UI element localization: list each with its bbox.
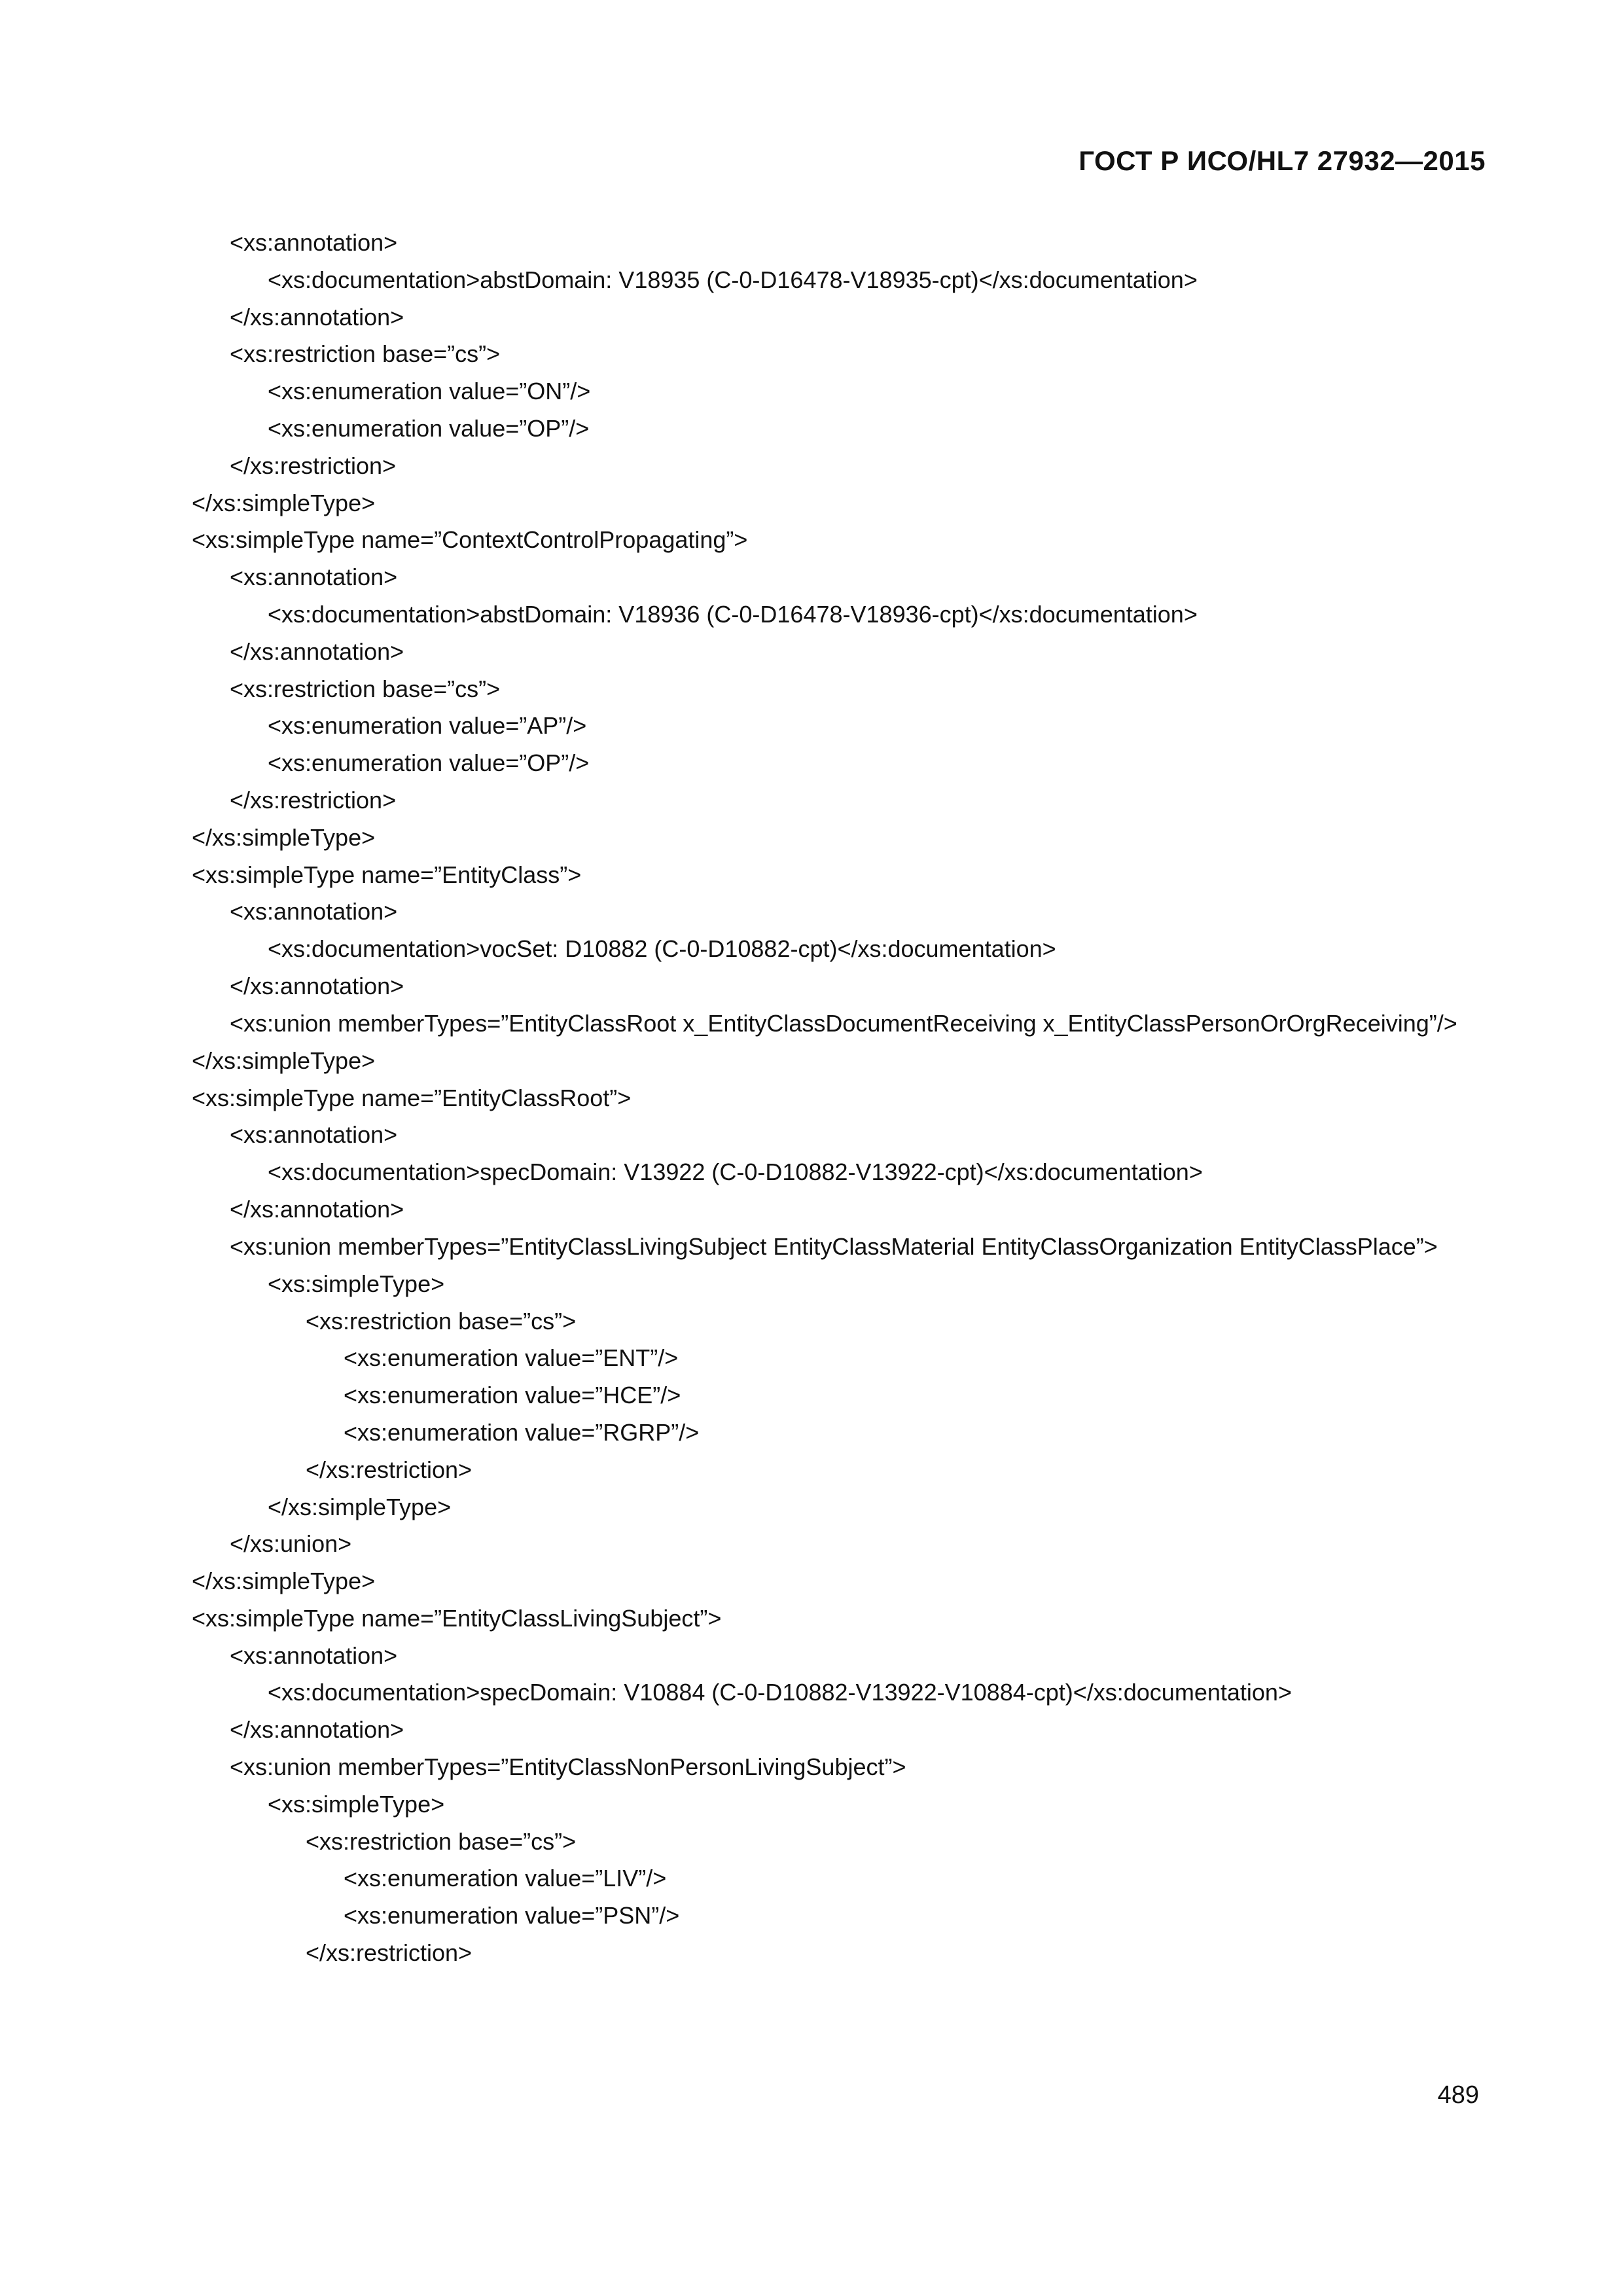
code-line: <xs:documentation>specDomain: V13922 (C-0-D10882-V13922-cpt)</xs:documentation> [268, 1158, 1203, 1186]
code-line: <xs:documentation>specDomain: V10884 (C-0-D10882-V13922-V10884-cpt)</xs:documentation> [268, 1679, 1292, 1706]
code-line: <xs:restriction base=”cs”> [306, 1307, 577, 1335]
code-line: </xs:restriction> [230, 452, 397, 479]
code-line: <xs:enumeration value=”ENT”/> [344, 1344, 679, 1372]
code-line: <xs:annotation> [230, 1121, 398, 1149]
code-line: <xs:documentation>abstDomain: V18936 (C-0-D16478-V18936-cpt)</xs:documentation> [268, 600, 1198, 628]
code-line: </xs:restriction> [230, 786, 397, 814]
code-line: <xs:documentation>abstDomain: V18935 (C-0-D16478-V18935-cpt)</xs:documentation> [268, 266, 1198, 293]
code-line: </xs:restriction> [306, 1939, 473, 1967]
code-line: </xs:simpleType> [192, 1568, 376, 1595]
code-line: </xs:restriction> [306, 1456, 473, 1483]
page-number: 489 [1437, 2081, 1479, 2109]
code-line: <xs:simpleType name=”EntityClass”> [192, 861, 582, 888]
code-line: <xs:simpleType name=”ContextControlPropagating”> [192, 526, 748, 554]
code-line: <xs:union memberTypes=”EntityClassRoot x_EntityClassDocumentReceiving x_EntityClassPersonOrOrgReceiving”/> [230, 1009, 1457, 1037]
code-line: <xs:simpleType> [268, 1270, 445, 1297]
code-line: </xs:annotation> [230, 303, 404, 331]
code-line: <xs:simpleType> [268, 1790, 445, 1818]
code-line: <xs:enumeration value=”OP”/> [268, 749, 590, 777]
code-line: </xs:annotation> [230, 1195, 404, 1223]
code-line: <xs:union memberTypes=”EntityClassLivingSubject EntityClassMaterial EntityClassOrganization EntityClassPlace”> [230, 1232, 1438, 1260]
code-line: <xs:annotation> [230, 1641, 398, 1669]
code-line: <xs:restriction base=”cs”> [230, 340, 501, 368]
code-line: <xs:union memberTypes=”EntityClassNonPersonLivingSubject”> [230, 1753, 906, 1781]
code-line: <xs:enumeration value=”PSN”/> [344, 1902, 680, 1929]
code-line: <xs:documentation>vocSet: D10882 (C-0-D10882-cpt)</xs:documentation> [268, 935, 1056, 963]
xml-schema-listing [154, 224, 1469, 1972]
code-line: <xs:enumeration value=”ON”/> [268, 378, 591, 405]
code-line: <xs:enumeration value=”OP”/> [268, 414, 590, 442]
code-line: </xs:simpleType> [192, 1047, 376, 1074]
code-line: </xs:union> [230, 1530, 352, 1558]
code-line: <xs:annotation> [230, 898, 398, 925]
code-line: <xs:enumeration value=”LIV”/> [344, 1865, 667, 1892]
code-line: </xs:simpleType> [192, 489, 376, 516]
code-line: <xs:enumeration value=”AP”/> [268, 712, 587, 740]
code-line: <xs:simpleType name=”EntityClassLivingSubject”> [192, 1604, 722, 1632]
code-line: <xs:annotation> [230, 229, 398, 256]
document-header-standard: ГОСТ Р ИСО/HL7 27932—2015 [1079, 145, 1486, 176]
code-line: <xs:restriction base=”cs”> [306, 1827, 577, 1855]
code-line: <xs:enumeration value=”HCE”/> [344, 1382, 681, 1409]
code-line: </xs:annotation> [230, 972, 404, 999]
code-line: <xs:annotation> [230, 564, 398, 591]
code-line: </xs:simpleType> [268, 1493, 452, 1520]
code-line: </xs:annotation> [230, 1716, 404, 1744]
code-line: </xs:annotation> [230, 637, 404, 665]
code-line: <xs:restriction base=”cs”> [230, 675, 501, 702]
code-line: <xs:simpleType name=”EntityClassRoot”> [192, 1084, 632, 1111]
code-line: <xs:enumeration value=”RGRP”/> [344, 1418, 700, 1446]
code-line: </xs:simpleType> [192, 823, 376, 851]
